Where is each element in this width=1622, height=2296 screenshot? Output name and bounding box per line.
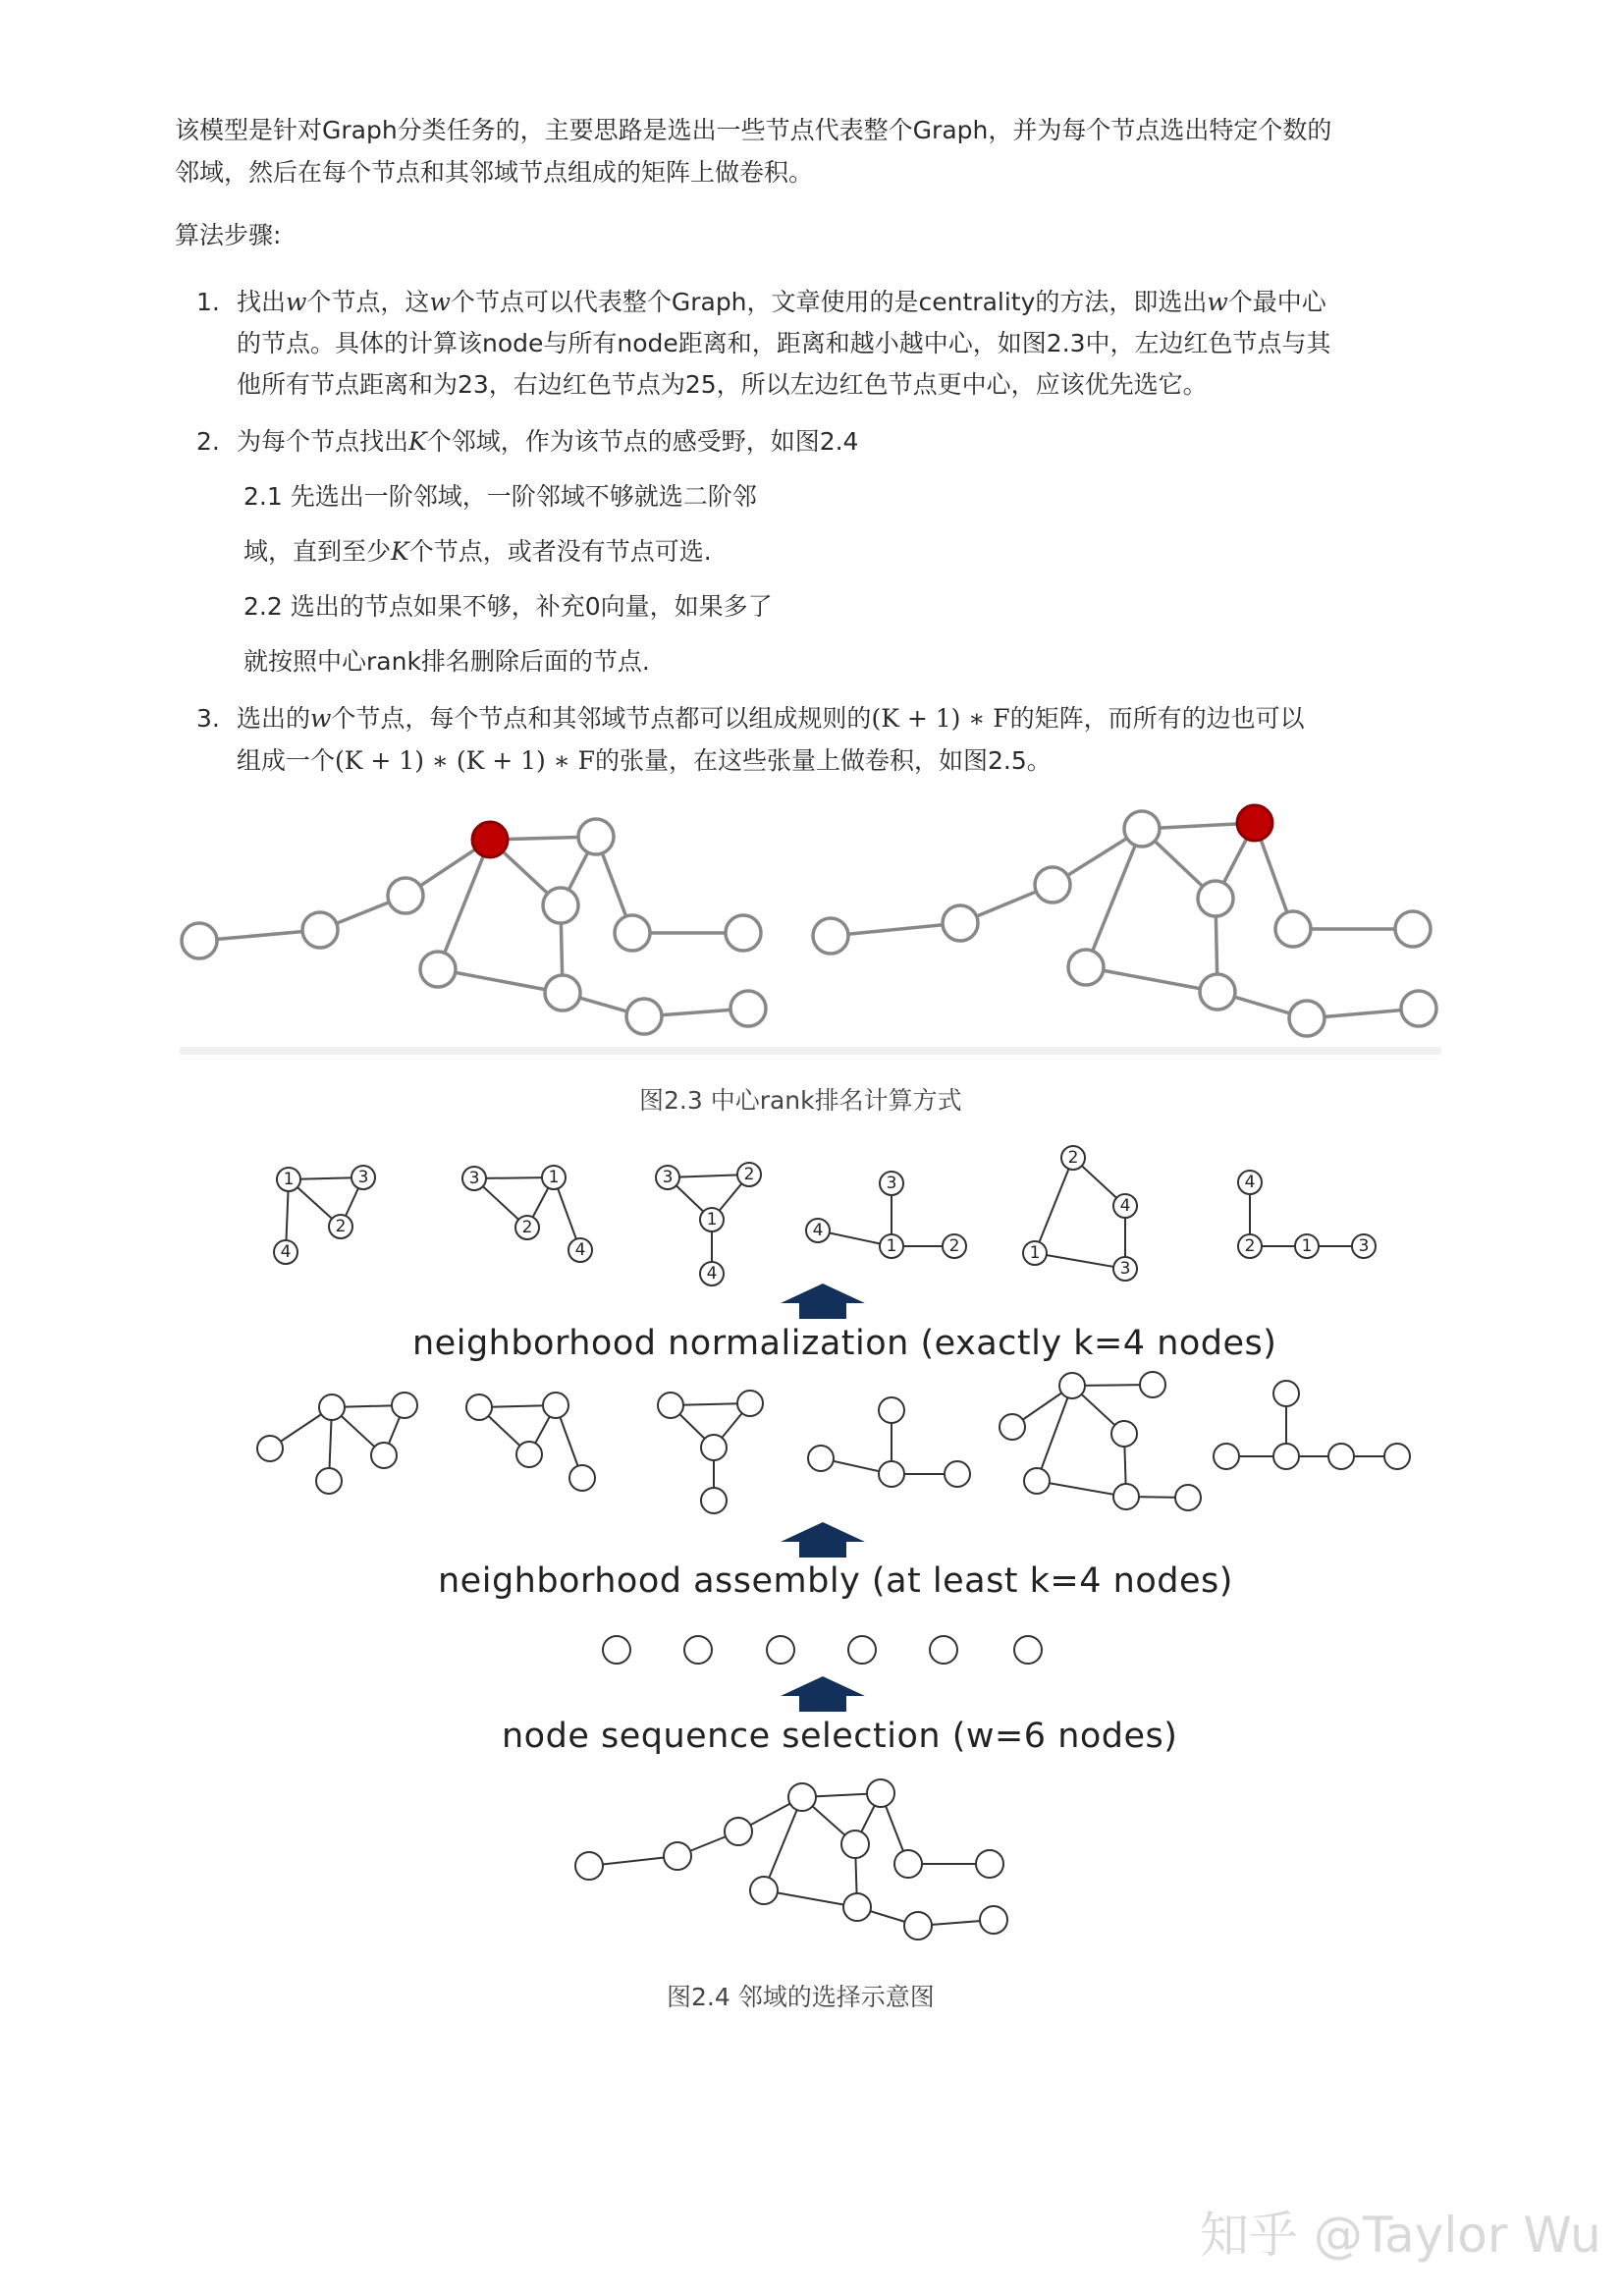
label-node-sequence-selection: node sequence selection (w=6 nodes) <box>502 1717 1178 1756</box>
node-label: 4 <box>1244 1173 1256 1192</box>
step-2-2-line-1: 2.2 选出的节点如果不够，补充0向量，如果多了 <box>243 592 773 621</box>
step-2-2-line-2: 就按照中心rank排名删除后面的节点. <box>243 647 650 676</box>
intro-line-1: 该模型是针对Graph分类任务的，主要思路是选出一些节点代表整个Graph，并为每个节点选出特定个数的 <box>175 116 1332 144</box>
label-neighborhood-normalization: neighborhood normalization (exactly k=4 nodes) <box>412 1324 1277 1363</box>
selected-node <box>848 1636 876 1664</box>
up-arrow-icon <box>781 1676 865 1712</box>
node-label: 4 <box>706 1264 718 1284</box>
step-2-number: 2. <box>196 427 220 456</box>
node-label: 3 <box>468 1169 480 1188</box>
up-arrow-icon <box>781 1522 865 1558</box>
selected-node <box>684 1636 712 1664</box>
selected-node <box>767 1636 794 1664</box>
label-neighborhood-assembly: neighborhood assembly (at least k=4 nodes) <box>438 1561 1233 1601</box>
node-label: 2 <box>1244 1236 1256 1256</box>
node-label: 4 <box>280 1242 292 1262</box>
steps-title: 算法步骤: <box>175 221 282 249</box>
node-label: 3 <box>662 1168 674 1187</box>
intro-line-2: 邻域，然后在每个节点和其邻域节点组成的矩阵上做卷积。 <box>175 158 814 187</box>
node-label: 1 <box>283 1170 295 1189</box>
step-3-line-1: 选出的w个节点，每个节点和其邻域节点都可以组成规则的(K + 1) ∗ F的矩阵，而所有的边也可以 <box>237 704 1305 733</box>
step-1-line-1: 找出w个节点，这w个节点可以代表整个Graph，文章使用的是centrality的方法，即选出w个最中心 <box>237 288 1326 316</box>
node-label: 1 <box>548 1168 560 1187</box>
step-2-1-line-2: 域，直到至少K个节点，或者没有节点可选. <box>243 537 712 566</box>
node-label: 2 <box>335 1217 347 1236</box>
step-2-line: 为每个节点找出K个邻域，作为该节点的感受野，如图2.4 <box>237 427 859 456</box>
watermark: 知乎 @Taylor Wu <box>1200 2207 1601 2264</box>
node-label: 3 <box>357 1168 369 1187</box>
node-label: 2 <box>521 1218 533 1237</box>
node-label: 2 <box>948 1236 960 1256</box>
node-label: 4 <box>1119 1196 1131 1216</box>
node-label: 3 <box>1119 1259 1131 1279</box>
node-label: 3 <box>1358 1236 1370 1256</box>
selected-node <box>603 1636 630 1664</box>
node-label: 2 <box>743 1165 755 1184</box>
step-3-number: 3. <box>196 704 220 733</box>
node-label: 2 <box>1067 1148 1079 1168</box>
node-label: 1 <box>706 1210 718 1230</box>
figure-2-4-caption: 图2.4 邻域的选择示意图 <box>667 1983 935 2011</box>
selected-node <box>930 1636 957 1664</box>
node-label: 3 <box>886 1174 897 1193</box>
step-2-1-line-1: 2.1 先选出一阶邻域，一阶邻域不够就选二阶邻 <box>243 482 757 511</box>
figure-2-3-caption: 图2.3 中心rank排名计算方式 <box>639 1086 962 1115</box>
step-1-line-2: 的节点。具体的计算该node与所有node距离和，距离和越小越中心，如图2.3中，左边红色节点与其 <box>237 329 1331 357</box>
node-label: 4 <box>812 1221 824 1240</box>
node-label: 1 <box>1029 1243 1041 1263</box>
step-3-line-2: 组成一个(K + 1) ∗ (K + 1) ∗ F的张量，在这些张量上做卷积，如图2.5。 <box>237 746 1052 775</box>
up-arrow-icon <box>781 1284 865 1319</box>
node-label: 1 <box>1301 1236 1313 1256</box>
step-1-line-3: 他所有节点距离和为23，右边红色节点为25，所以左边红色节点更中心，应该优先选它。 <box>237 370 1208 399</box>
node-label: 1 <box>886 1236 897 1256</box>
step-1-number: 1. <box>196 288 220 316</box>
node-label: 4 <box>574 1240 586 1260</box>
selected-node <box>1014 1636 1042 1664</box>
